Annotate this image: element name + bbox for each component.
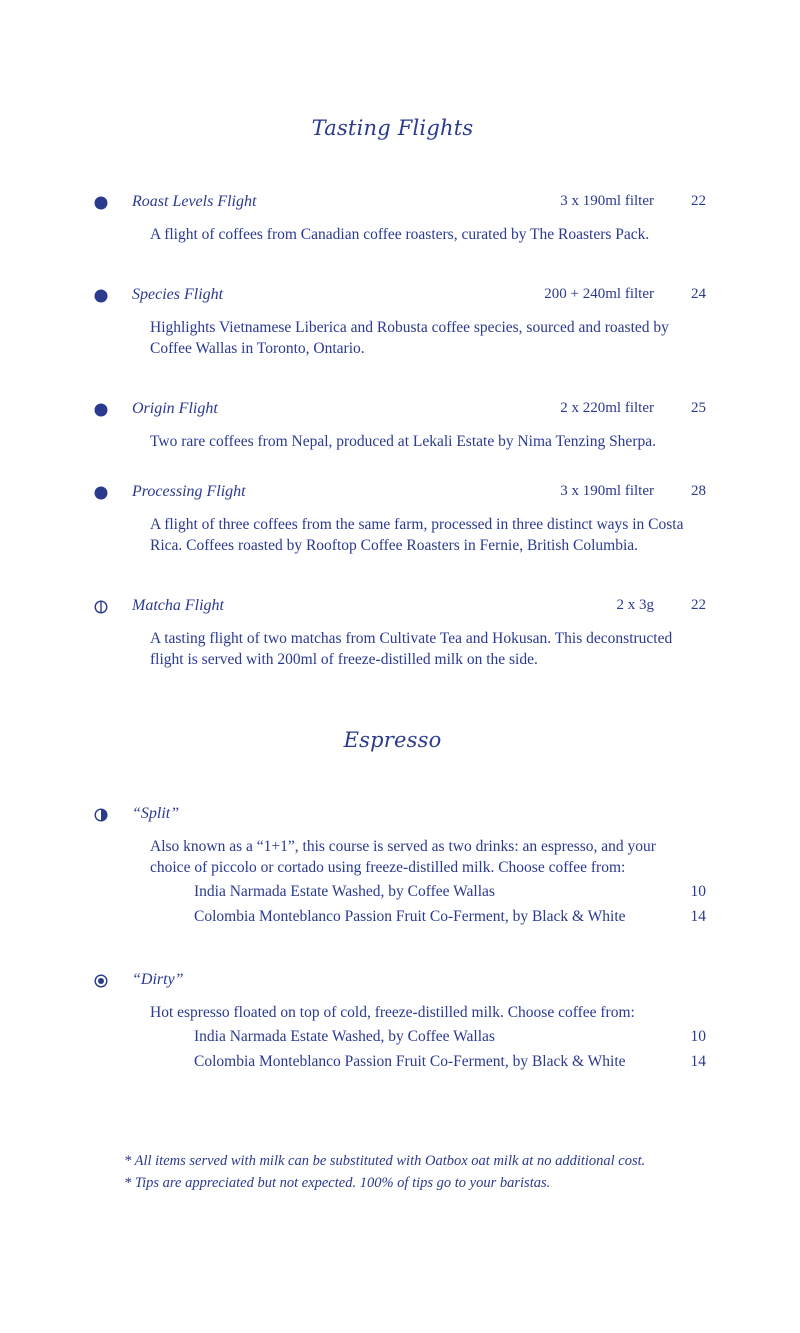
item-name: Origin Flight [132,400,218,417]
menu-item-origin-flight [0,400,800,422]
option-price: 10 [690,1028,706,1045]
item-price: 25 [691,400,706,416]
espresso-title: Espresso [343,728,442,752]
coffee-option [194,1053,706,1073]
option-name: India Narmada Estate Washed, by Coffee Wallas [194,1028,495,1045]
item-size: 2 x 220ml filter [560,400,654,416]
item-name: Matcha Flight [132,597,224,614]
item-name: Species Flight [132,286,224,303]
item-description: A tasting flight of two matchas from Cultivate Tea and Hokusan. This deconstructed flight is served with 200ml of freeze-distilled milk on the side. [150,630,673,668]
item-description: Also known as a “1+1”, this course is served as two drinks: an espresso, and your choice of piccolo or cortado using freeze-distilled milk. Choose coffee from: [150,838,656,876]
menu-item-matcha-flight [0,597,800,619]
item-description: A flight of coffees from Canadian coffee roasters, curated by The Roasters Pack. [150,226,650,243]
filled-circle-icon [94,486,108,500]
footnote-tips: * Tips are appreciated but not expected. 100% of tips go to your baristas. [124,1175,551,1191]
option-name: Colombia Monteblanco Passion Fruit Co-Ferment, by Black & White [194,1053,626,1070]
menu-item-split [0,805,800,827]
coffee-option [194,883,706,903]
item-description: Hot espresso floated on top of cold, freeze-distilled milk. Choose coffee from: [150,1004,635,1021]
item-size: 3 x 190ml filter [560,193,654,209]
item-price: 22 [691,597,706,613]
item-name: Roast Levels Flight [132,193,257,210]
tasting-flights-title: Tasting Flights [311,116,474,140]
item-description: Highlights Vietnamese Liberica and Robusta coffee species, sourced and roasted by Coffee Wallas in Toronto, Ontario. [150,319,669,357]
menu-item-species-flight [0,286,800,308]
item-name: Processing Flight [132,483,246,500]
option-name: Colombia Monteblanco Passion Fruit Co-Ferment, by Black & White [194,908,626,925]
option-price: 14 [690,908,706,925]
coffee-option [194,1028,706,1048]
item-description: Two rare coffees from Nepal, produced at Lekali Estate by Nima Tenzing Sherpa. [150,433,656,450]
option-price: 10 [690,883,706,900]
filled-circle-icon [94,196,108,210]
item-size: 3 x 190ml filter [560,483,654,499]
filled-circle-icon [94,403,108,417]
item-size: 2 x 3g [616,597,654,613]
item-name: “Split” [132,805,180,822]
menu-item-roast-levels-flight [0,193,800,215]
option-price: 14 [690,1053,706,1070]
item-size: 200 + 240ml filter [544,286,654,302]
circle-vertical-line-icon [94,600,108,614]
dot-in-circle-icon [94,974,108,988]
menu-item-processing-flight [0,483,800,505]
menu-item-dirty [0,971,800,993]
filled-circle-icon [94,289,108,303]
item-description: A flight of three coffees from the same farm, processed in three distinct ways in Costa Rica. Coffees roasted by Rooftop Coffee Roasters in Fernie, British Columbia. [150,516,684,554]
footnote-oat-milk: * All items served with milk can be substituted with Oatbox oat milk at no additional cost. [124,1153,646,1169]
coffee-option [194,908,706,928]
half-circle-icon [94,808,108,822]
item-name: “Dirty” [132,971,184,988]
item-price: 22 [691,193,706,209]
item-price: 28 [691,483,706,499]
option-name: India Narmada Estate Washed, by Coffee Wallas [194,883,495,900]
item-price: 24 [691,286,706,302]
